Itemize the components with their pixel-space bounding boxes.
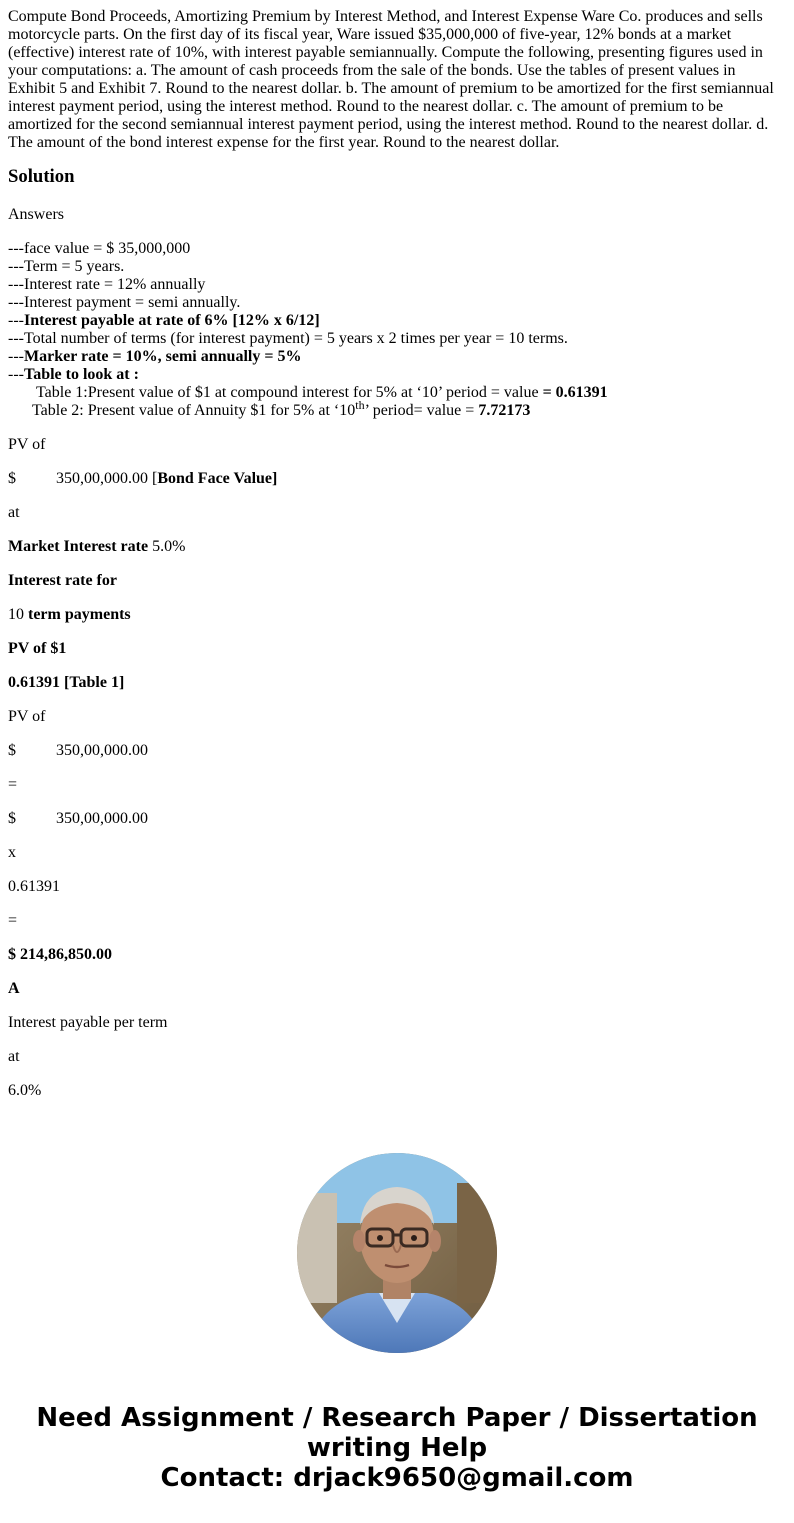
result-label: A [8,980,20,997]
factor-value: 0.61391 [8,878,60,895]
table-heading-line: ---Table to look at : [8,366,139,383]
equals-sign-1: = [8,776,18,793]
pv-of-label-2: PV of [8,708,46,725]
calculation-block [8,436,786,1116]
author-photo [297,1153,497,1353]
amount-3: $ 350,00,000.00 [8,810,148,827]
footer-line-1: Need Assignment / Research Paper / Dissertation [36,1403,758,1433]
solution-heading: Solution [8,166,75,187]
total-terms-line: ---Total number of terms (for interest payment) = 5 years x 2 times per year = 10 terms. [8,330,568,347]
table-2-line: Table 2: Present value of Annuity $1 for 5% at ‘10th’ period= value = 7.72173 [32,398,531,419]
footer-contact: Contact: drjack9650@gmail.com [160,1463,634,1493]
table-1-line: Table 1:Present value of $1 at compound interest for 5% at ‘10’ period = value = 0.61391 [36,384,608,401]
interest-rate-for-label: Interest rate for [8,572,117,589]
pv-of-label: PV of [8,436,46,453]
market-rate-line: ---Marker rate = 10%, semi annually = 5% [8,348,302,365]
term-line: ---Term = 5 years. [8,258,125,275]
at-label: at [8,504,20,521]
interest-payable-per-term: Interest payable per term [8,1014,168,1031]
footer-promo [0,1403,794,1493]
answers-label: Answers [8,206,64,223]
footer-line-2: writing Help [306,1433,488,1463]
person-portrait-icon [297,1153,497,1353]
interest-rate-line: ---Interest rate = 12% annually [8,276,206,293]
pv-factor: 0.61391 [Table 1] [8,674,125,691]
rate-6-percent: 6.0% [8,1082,42,1099]
equals-sign-2: = [8,912,18,929]
pv-of-dollar-label: PV of $1 [8,640,67,657]
face-value-line: ---face value = $ 35,000,000 [8,240,191,257]
bond-face-value: $ 350,00,000.00 [Bond Face Value] [8,470,278,487]
amount-2: $ 350,00,000.00 [8,742,148,759]
term-payments: 10 term payments [8,606,131,623]
given-data-list [8,240,786,420]
times-sign: x [8,844,16,861]
market-interest-rate: Market Interest rate 5.0% [8,538,186,555]
question-text: Compute Bond Proceeds, Amortizing Premium by Interest Method, and Interest Expense Ware Co. produces and sells motorcycle parts. On the first day of its fiscal year, Ware issued $35,000,000 of five-year, 12% bonds at a market (effective) interest rate of 10%, with interest payable semiannually. Compute the following, presenting figures used in your computations: a. The amount of cash proceeds from the sale of the bonds. Use the tables of present values in Exhibit 5 and Exhibit 7. Round to the nearest dollar. b. The amount of premium to be amortized for the first semiannual interest payment period, using the interest method. Round to the nearest dollar. c. The amount of premium to be amortized for the second semiannual interest payment period, using the interest method. Round to the nearest dollar. d. The amount of the bond interest expense for the first year. Round to the nearest dollar. [8,8,774,151]
interest-payable-line: ---Interest payable at rate of 6% [12% x 6/12] [8,312,320,329]
interest-payment-line: ---Interest payment = semi annually. [8,294,241,311]
result-value: $ 214,86,850.00 [8,946,112,963]
at-label-2: at [8,1048,20,1065]
